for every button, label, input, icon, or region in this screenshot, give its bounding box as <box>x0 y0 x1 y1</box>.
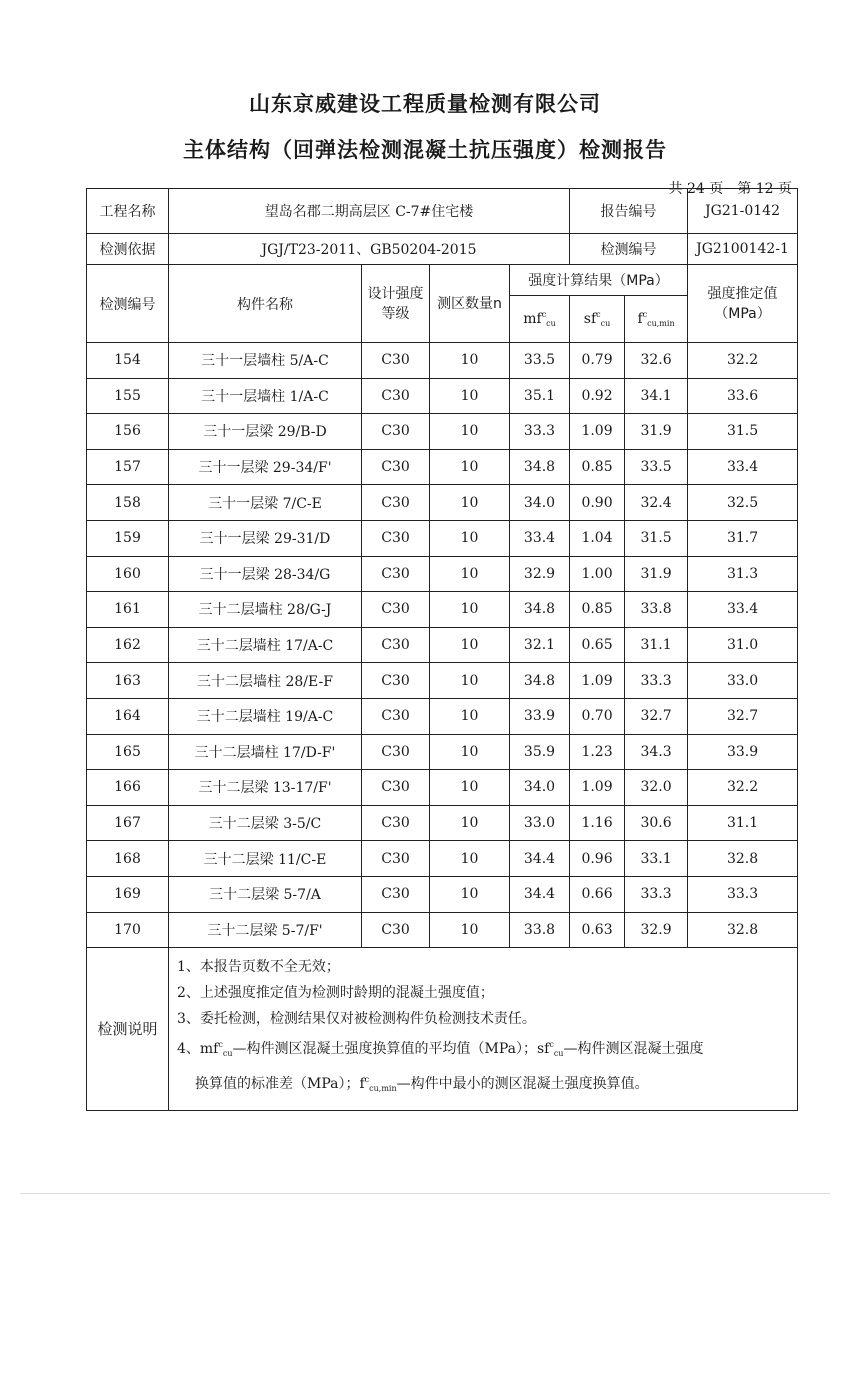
cell-n: 10 <box>430 485 510 521</box>
cell-name: 三十二层梁 5-7/F' <box>169 912 362 948</box>
project-value: 望岛名郡二期高层区 C-7#住宅楼 <box>169 189 570 234</box>
col-header-fmin: $f^c_{cu,min}$ <box>625 296 688 343</box>
cell-n: 10 <box>430 627 510 663</box>
cell-grade: C30 <box>362 520 430 556</box>
cell-est: 32.8 <box>688 912 798 948</box>
table-row <box>87 912 798 948</box>
cell-grade: C30 <box>362 663 430 699</box>
cell-est: 33.4 <box>688 592 798 628</box>
cell-grade: C30 <box>362 414 430 450</box>
cell-n: 10 <box>430 912 510 948</box>
cell-sf: 1.00 <box>570 556 625 592</box>
cell-id: 170 <box>87 912 169 948</box>
cell-grade: C30 <box>362 912 430 948</box>
cell-id: 164 <box>87 698 169 734</box>
cell-grade: C30 <box>362 556 430 592</box>
cell-mf: 35.1 <box>510 378 570 414</box>
cell-n: 10 <box>430 592 510 628</box>
cell-name: 三十二层墙柱 28/G-J <box>169 592 362 628</box>
cell-id: 162 <box>87 627 169 663</box>
cell-grade: C30 <box>362 734 430 770</box>
cell-mf: 34.0 <box>510 485 570 521</box>
cell-fmin: 32.4 <box>625 485 688 521</box>
cell-sf: 0.92 <box>570 378 625 414</box>
cell-mf: 34.0 <box>510 770 570 806</box>
cell-est: 31.3 <box>688 556 798 592</box>
cell-fmin: 31.9 <box>625 414 688 450</box>
cell-sf: 1.16 <box>570 805 625 841</box>
cell-fmin: 33.3 <box>625 876 688 912</box>
cell-fmin: 32.9 <box>625 912 688 948</box>
cell-est: 31.0 <box>688 627 798 663</box>
cell-id: 157 <box>87 449 169 485</box>
report-title: 主体结构（回弹法检测混凝土抗压强度）检测报告 <box>183 138 667 162</box>
cell-name: 三十一层梁 29/B-D <box>169 414 362 450</box>
cell-id: 160 <box>87 556 169 592</box>
table-row <box>87 734 798 770</box>
cell-est: 32.8 <box>688 841 798 877</box>
cell-est: 31.7 <box>688 520 798 556</box>
cell-n: 10 <box>430 734 510 770</box>
col-header-id: 检测编号 <box>87 265 169 343</box>
cell-est: 33.9 <box>688 734 798 770</box>
table-row <box>87 805 798 841</box>
cell-id: 155 <box>87 378 169 414</box>
cell-grade: C30 <box>362 627 430 663</box>
cell-mf: 33.4 <box>510 520 570 556</box>
table-row <box>87 663 798 699</box>
cell-est: 32.2 <box>688 343 798 379</box>
cell-sf: 0.65 <box>570 627 625 663</box>
cell-id: 154 <box>87 343 169 379</box>
cell-grade: C30 <box>362 449 430 485</box>
cell-name: 三十二层墙柱 17/D-F' <box>169 734 362 770</box>
cell-grade: C30 <box>362 343 430 379</box>
cell-fmin: 34.3 <box>625 734 688 770</box>
col-header-sf: $sf^c_{cu}$ <box>570 296 625 343</box>
cell-n: 10 <box>430 414 510 450</box>
cell-grade: C30 <box>362 698 430 734</box>
cell-est: 33.4 <box>688 449 798 485</box>
cell-id: 163 <box>87 663 169 699</box>
cell-n: 10 <box>430 449 510 485</box>
cell-n: 10 <box>430 876 510 912</box>
cell-sf: 1.04 <box>570 520 625 556</box>
cell-name: 三十二层梁 5-7/A <box>169 876 362 912</box>
table-row <box>87 414 798 450</box>
note-5: 换算值的标准差（MPa）；$f^c_{cu,min}—$构件中最小的测区混凝土强度换算值。 <box>195 1075 649 1094</box>
cell-n: 10 <box>430 805 510 841</box>
cell-name: 三十一层梁 29-31/D <box>169 520 362 556</box>
table-row <box>87 770 798 806</box>
cell-mf: 34.4 <box>510 876 570 912</box>
cell-mf: 33.0 <box>510 805 570 841</box>
cell-name: 三十二层墙柱 19/A-C <box>169 698 362 734</box>
cell-id: 169 <box>87 876 169 912</box>
table-row <box>87 343 798 379</box>
table-row <box>87 698 798 734</box>
cell-id: 168 <box>87 841 169 877</box>
note-4: 4、$mf^c_{cu}—$构件测区混凝土强度换算值的平均值（MPa）；$sf^c_{cu}—$构件测区混凝土强度 <box>177 1040 704 1059</box>
col-header-estimate: 强度推定值（MPa） <box>688 265 798 343</box>
cell-fmin: 33.3 <box>625 663 688 699</box>
basis-label: 检测依据 <box>87 234 169 265</box>
table-row <box>87 520 798 556</box>
basis-value: JGJ/T23-2011、GB50204-2015 <box>169 234 570 265</box>
report-table <box>86 188 798 1111</box>
table-row <box>87 449 798 485</box>
cell-sf: 0.85 <box>570 449 625 485</box>
page-edge <box>20 1193 830 1194</box>
cell-id: 161 <box>87 592 169 628</box>
cell-grade: C30 <box>362 805 430 841</box>
header-row-1 <box>87 265 798 296</box>
cell-sf: 0.90 <box>570 485 625 521</box>
cell-mf: 34.8 <box>510 663 570 699</box>
cell-n: 10 <box>430 663 510 699</box>
cell-mf: 32.9 <box>510 556 570 592</box>
cell-grade: C30 <box>362 876 430 912</box>
cell-grade: C30 <box>362 770 430 806</box>
cell-sf: 1.09 <box>570 770 625 806</box>
cell-fmin: 33.8 <box>625 592 688 628</box>
cell-sf: 0.85 <box>570 592 625 628</box>
cell-fmin: 31.1 <box>625 627 688 663</box>
col-header-mf: $mf^c_{cu}$ <box>510 296 570 343</box>
notes-content <box>169 948 798 1111</box>
table-row <box>87 627 798 663</box>
cell-fmin: 32.0 <box>625 770 688 806</box>
notes-label: 检测说明 <box>87 948 169 1111</box>
cell-n: 10 <box>430 841 510 877</box>
company-name: 山东京威建设工程质量检测有限公司 <box>249 92 601 116</box>
note-3: 3、委托检测，检测结果仅对被检测构件负检测技术责任。 <box>177 1011 536 1028</box>
cell-fmin: 33.5 <box>625 449 688 485</box>
cell-sf: 0.66 <box>570 876 625 912</box>
cell-mf: 33.8 <box>510 912 570 948</box>
cell-est: 31.1 <box>688 805 798 841</box>
project-label: 工程名称 <box>87 189 169 234</box>
report-no-label: 报告编号 <box>570 189 688 234</box>
cell-id: 166 <box>87 770 169 806</box>
cell-name: 三十二层墙柱 28/E-F <box>169 663 362 699</box>
cell-mf: 33.3 <box>510 414 570 450</box>
cell-mf: 35.9 <box>510 734 570 770</box>
cell-n: 10 <box>430 556 510 592</box>
cell-mf: 34.4 <box>510 841 570 877</box>
table-row <box>87 556 798 592</box>
cell-est: 33.3 <box>688 876 798 912</box>
cell-name: 三十一层梁 29-34/F' <box>169 449 362 485</box>
cell-grade: C30 <box>362 378 430 414</box>
note-2: 2、上述强度推定值为检测时龄期的混凝土强度值； <box>177 985 494 1002</box>
cell-est: 32.7 <box>688 698 798 734</box>
cell-est: 32.2 <box>688 770 798 806</box>
cell-fmin: 31.5 <box>625 520 688 556</box>
cell-grade: C30 <box>362 592 430 628</box>
cell-grade: C30 <box>362 485 430 521</box>
cell-n: 10 <box>430 770 510 806</box>
table-row <box>87 841 798 877</box>
cell-mf: 34.8 <box>510 449 570 485</box>
cell-name: 三十二层梁 13-17/F' <box>169 770 362 806</box>
basis-row <box>87 234 798 265</box>
cell-name: 三十一层墙柱 5/A-C <box>169 343 362 379</box>
project-row <box>87 189 798 234</box>
cell-name: 三十二层墙柱 17/A-C <box>169 627 362 663</box>
total-pages: 共 24 页 <box>668 181 724 197</box>
cell-fmin: 31.9 <box>625 556 688 592</box>
page-number: 第 12 页 <box>737 181 792 197</box>
table-row <box>87 592 798 628</box>
table-row <box>87 378 798 414</box>
cell-fmin: 34.1 <box>625 378 688 414</box>
cell-mf: 34.8 <box>510 592 570 628</box>
notes-row <box>87 948 798 1111</box>
cell-sf: 1.23 <box>570 734 625 770</box>
cell-fmin: 30.6 <box>625 805 688 841</box>
cell-name: 三十一层梁 7/C-E <box>169 485 362 521</box>
col-header-calc: 强度计算结果（MPa） <box>510 265 688 296</box>
cell-name: 三十二层梁 3-5/C <box>169 805 362 841</box>
note-1: 1、本报告页数不全无效； <box>177 959 340 976</box>
cell-sf: 1.09 <box>570 414 625 450</box>
cell-sf: 0.79 <box>570 343 625 379</box>
cell-name: 三十一层梁 28-34/G <box>169 556 362 592</box>
cell-mf: 32.1 <box>510 627 570 663</box>
report-no-value: JG21-0142 <box>688 189 798 234</box>
cell-n: 10 <box>430 520 510 556</box>
cell-fmin: 33.1 <box>625 841 688 877</box>
cell-n: 10 <box>430 378 510 414</box>
col-header-name: 构件名称 <box>169 265 362 343</box>
cell-fmin: 32.6 <box>625 343 688 379</box>
cell-sf: 0.63 <box>570 912 625 948</box>
test-no-value: JG2100142-1 <box>688 234 798 265</box>
cell-n: 10 <box>430 698 510 734</box>
col-header-grade: 设计强度等级 <box>362 265 430 343</box>
cell-sf: 1.09 <box>570 663 625 699</box>
cell-est: 33.0 <box>688 663 798 699</box>
cell-name: 三十二层梁 11/C-E <box>169 841 362 877</box>
cell-sf: 0.70 <box>570 698 625 734</box>
cell-n: 10 <box>430 343 510 379</box>
cell-est: 33.6 <box>688 378 798 414</box>
cell-est: 32.5 <box>688 485 798 521</box>
cell-est: 31.5 <box>688 414 798 450</box>
table-row <box>87 485 798 521</box>
cell-id: 167 <box>87 805 169 841</box>
col-header-zones: 测区数量n <box>430 265 510 343</box>
cell-fmin: 32.7 <box>625 698 688 734</box>
cell-mf: 33.5 <box>510 343 570 379</box>
cell-id: 159 <box>87 520 169 556</box>
cell-id: 156 <box>87 414 169 450</box>
cell-id: 158 <box>87 485 169 521</box>
cell-name: 三十一层墙柱 1/A-C <box>169 378 362 414</box>
cell-mf: 33.9 <box>510 698 570 734</box>
cell-id: 165 <box>87 734 169 770</box>
table-row <box>87 876 798 912</box>
test-no-label: 检测编号 <box>570 234 688 265</box>
cell-grade: C30 <box>362 841 430 877</box>
cell-sf: 0.96 <box>570 841 625 877</box>
